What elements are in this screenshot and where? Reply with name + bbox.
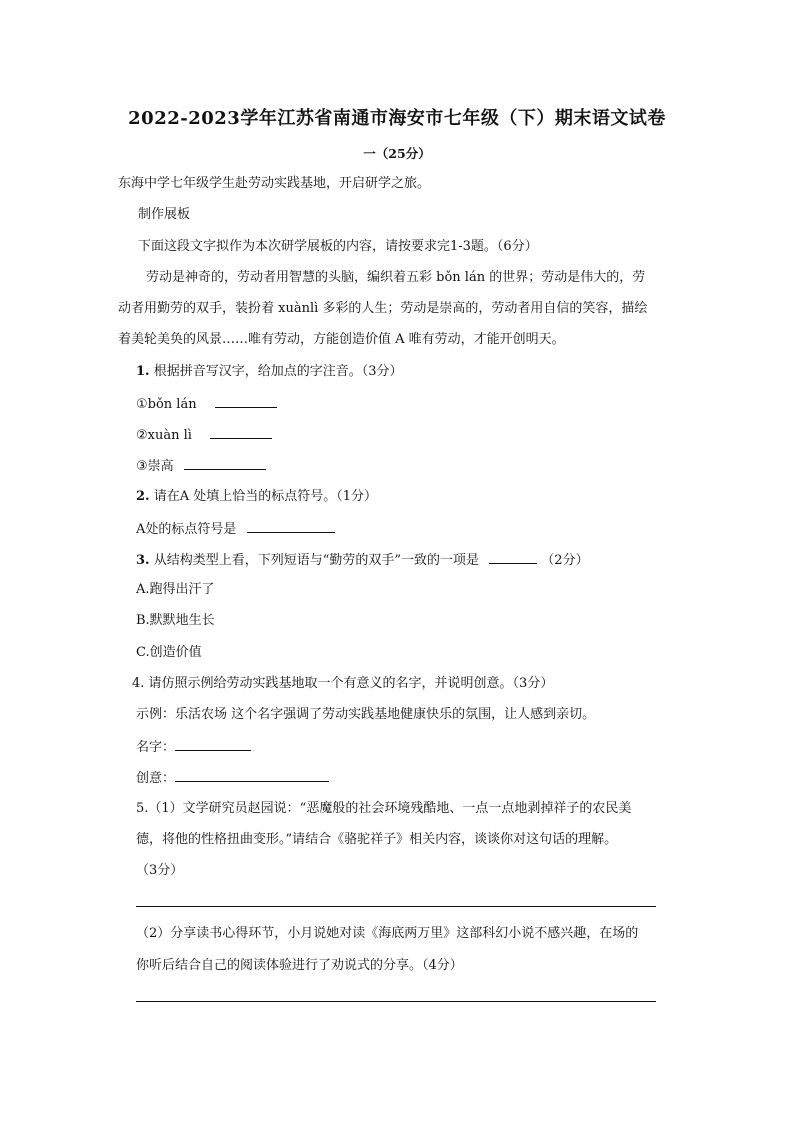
question-text: 请仿照示例给劳动实践基地取一个有意义的名字，并说明创意。（3分） bbox=[148, 676, 554, 691]
page-title: 2022-2023学年江苏省南通市海安市七年级（下）期末语文试卷 bbox=[128, 108, 666, 129]
q5-part1-line: 德，将他的性格扭曲变形。”请结合《骆驼祥子》相关内容，谈谈你对这句话的理解。 bbox=[136, 832, 618, 847]
question-text: 根据拼音写汉字，给加点的字注音。（3分） bbox=[153, 364, 403, 379]
answer-blank[interactable] bbox=[184, 455, 266, 470]
passage-line: 着美轮美奂的风景……唯有劳动，方能创造价值 A 唯有劳动，才能开创明天。 bbox=[118, 332, 565, 347]
answer-blank[interactable] bbox=[489, 549, 537, 564]
intro-text: 东海中学七年级学生赴劳动实践基地，开启研学之旅。 bbox=[118, 176, 431, 191]
passage-line: 劳动是神奇的，劳动者用智慧的头脑，编织着五彩 bǒn lán 的世界；劳动是伟大的，劳 bbox=[146, 270, 646, 285]
instruction-text: 下面这段文字拟作为本次研学展板的内容，请按要求完1-3题。（6分） bbox=[138, 239, 538, 254]
answer-label: A处的标点符号是 bbox=[136, 522, 237, 537]
item-text: bǒn lán bbox=[147, 397, 197, 412]
section-heading: 一（25分） bbox=[363, 146, 431, 161]
question-1 bbox=[136, 362, 403, 382]
answer-rule-1[interactable] bbox=[136, 906, 656, 907]
item-text: 崇高 bbox=[147, 459, 174, 474]
q5-part1-line: 5.（1）文学研究员赵园说：“恶魔般的社会环境残酷地、一点一点地剥掉祥子的农民美 bbox=[136, 801, 632, 816]
name-label: 名字： bbox=[136, 740, 176, 755]
item-marker: ③ bbox=[136, 459, 148, 474]
answer-blank[interactable] bbox=[215, 393, 277, 408]
question-score: （2分） bbox=[541, 553, 589, 568]
passage-line: 动者用勤劳的双手，装扮着 xuànlì 多彩的人生；劳动是崇高的，劳动者用自信的笑容，描绘 bbox=[118, 301, 648, 316]
question-text: 从结构类型上看，下列短语与“勤劳的双手”一致的一项是 bbox=[153, 553, 480, 568]
option-b: B.默默地生长 bbox=[136, 613, 215, 628]
name-blank[interactable] bbox=[175, 736, 251, 751]
q4-name-line bbox=[136, 736, 251, 758]
option-c: C.创造价值 bbox=[136, 645, 202, 660]
option-a: A.跑得出汗了 bbox=[136, 582, 215, 597]
q4-idea-line bbox=[136, 767, 329, 789]
question-number: 1. bbox=[136, 364, 150, 379]
question-number: 3. bbox=[136, 553, 150, 568]
question-number: 2. bbox=[136, 489, 150, 504]
item-marker: ① bbox=[136, 397, 148, 412]
idea-blank[interactable] bbox=[175, 767, 329, 782]
question-number: 4. bbox=[132, 676, 145, 691]
item-marker: ② bbox=[136, 428, 148, 443]
q5-part2-line: （2）分享读书心得环节，小月说她对读《海底两万里》这部科幻小说不感兴趣，在场的 bbox=[136, 926, 639, 941]
q4-example: 示例：乐活农场 这个名字强调了劳动实践基地健康快乐的氛围，让人感到亲切。 bbox=[136, 707, 596, 722]
q1-item-3 bbox=[136, 455, 266, 477]
q5-part2-line: 你听后结合自己的阅读体验进行了劝说式的分享。（4分） bbox=[136, 958, 463, 973]
answer-blank[interactable] bbox=[210, 424, 272, 439]
q1-item-2 bbox=[136, 424, 272, 446]
question-text: 请在A 处填上恰当的标点符号。（1分） bbox=[153, 489, 378, 504]
idea-label: 创意： bbox=[136, 771, 176, 786]
answer-blank[interactable] bbox=[247, 518, 335, 533]
answer-rule-2[interactable] bbox=[136, 1001, 656, 1002]
subheading: 制作展板 bbox=[138, 207, 191, 222]
q1-item-1 bbox=[136, 393, 277, 415]
question-4 bbox=[132, 674, 553, 694]
question-2 bbox=[136, 487, 377, 507]
q5-part1-line: （3分） bbox=[136, 863, 184, 878]
q2-answer-line bbox=[136, 518, 335, 540]
item-text: xuàn lì bbox=[147, 428, 192, 443]
question-3 bbox=[136, 549, 589, 571]
